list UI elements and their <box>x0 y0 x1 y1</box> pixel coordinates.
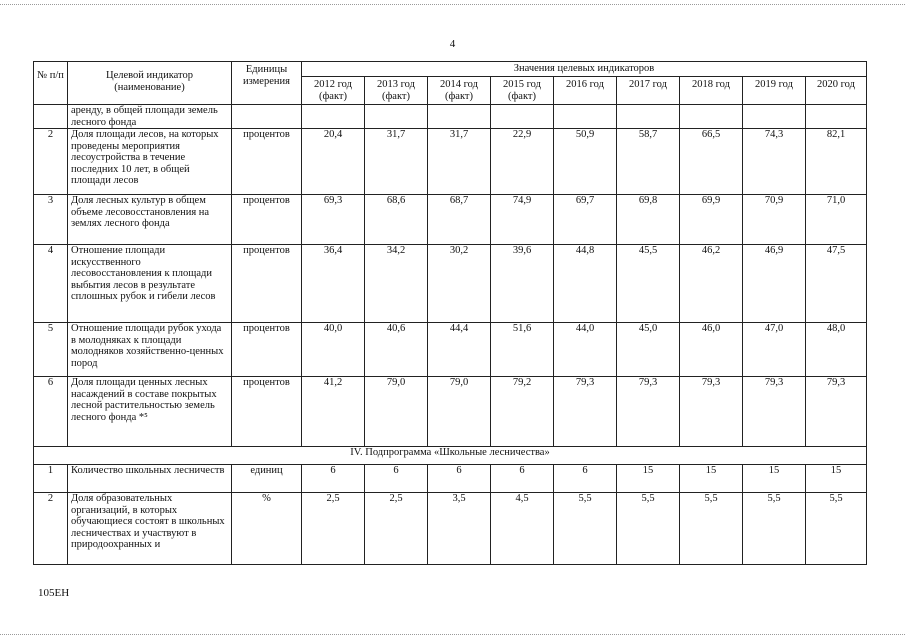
row-number: 2 <box>34 129 68 195</box>
indicator-name: Доля лесных культур в общем объеме лесовосстановления на землях лесного фонда <box>68 195 232 245</box>
value-cell: 66,5 <box>680 129 743 195</box>
value-cell: 4,5 <box>491 493 554 565</box>
value-cell: 22,9 <box>491 129 554 195</box>
unit-cell: процентов <box>232 195 302 245</box>
value-cell: 46,9 <box>743 245 806 323</box>
value-cell: 69,9 <box>680 195 743 245</box>
section-title: IV. Подпрограмма «Школьные лесничества» <box>34 447 867 465</box>
value-cell: 40,0 <box>302 323 365 377</box>
header-num: № п/п <box>34 62 68 105</box>
value-cell: 68,6 <box>365 195 428 245</box>
header-year: 2016 год <box>554 77 617 105</box>
header-values: Значения целевых индикаторов <box>302 62 867 77</box>
value-cell: 20,4 <box>302 129 365 195</box>
value-cell: 6 <box>365 465 428 493</box>
value-cell: 6 <box>554 465 617 493</box>
value-cell: 79,3 <box>680 377 743 447</box>
row-number: 5 <box>34 323 68 377</box>
value-cell: 79,3 <box>617 377 680 447</box>
value-cell: 70,9 <box>743 195 806 245</box>
value-cell: 47,0 <box>743 323 806 377</box>
scan-edge-bottom <box>0 634 905 635</box>
value-cell: 5,5 <box>743 493 806 565</box>
value-cell: 79,3 <box>806 377 867 447</box>
value-cell: 79,2 <box>491 377 554 447</box>
value-cell: 31,7 <box>428 129 491 195</box>
value-cell: 69,7 <box>554 195 617 245</box>
table-row <box>34 323 867 377</box>
value-cell: 44,4 <box>428 323 491 377</box>
value-cell: 79,0 <box>428 377 491 447</box>
indicator-name: Доля площади лесов, на которых проведены мероприятия лесоустройства в течение последних 10 лет, в общей площади лесов <box>68 129 232 195</box>
value-cell: 6 <box>428 465 491 493</box>
value-cell: 58,7 <box>617 129 680 195</box>
value-cell: 15 <box>806 465 867 493</box>
value-cell: 71,0 <box>806 195 867 245</box>
row-number: 6 <box>34 377 68 447</box>
value-cell: 30,2 <box>428 245 491 323</box>
table-row <box>34 195 867 245</box>
row-number: 1 <box>34 465 68 493</box>
indicators-table <box>33 61 867 565</box>
value-cell: 41,2 <box>302 377 365 447</box>
value-cell: 46,2 <box>680 245 743 323</box>
value-cell: 45,0 <box>617 323 680 377</box>
value-cell: 79,0 <box>365 377 428 447</box>
unit-cell: единиц <box>232 465 302 493</box>
value-cell: 5,5 <box>680 493 743 565</box>
section-row <box>34 447 867 465</box>
header-unit: Единицы измерения <box>232 62 302 105</box>
continuation-num <box>34 105 68 129</box>
value-cell: 34,2 <box>365 245 428 323</box>
header-year: 2015 год (факт) <box>491 77 554 105</box>
value-cell: 15 <box>743 465 806 493</box>
header-year: 2019 год <box>743 77 806 105</box>
continuation-text: аренду, в общей площади земель лесного фонда <box>68 105 232 129</box>
unit-cell: процентов <box>232 245 302 323</box>
value-cell: 40,6 <box>365 323 428 377</box>
value-cell: 15 <box>680 465 743 493</box>
header-year: 2018 год <box>680 77 743 105</box>
value-cell: 74,9 <box>491 195 554 245</box>
value-cell: 69,3 <box>302 195 365 245</box>
value-cell: 51,6 <box>491 323 554 377</box>
value-cell: 31,7 <box>365 129 428 195</box>
value-cell: 79,3 <box>554 377 617 447</box>
header-year: 2020 год <box>806 77 867 105</box>
value-cell: 5,5 <box>554 493 617 565</box>
value-cell: 2,5 <box>365 493 428 565</box>
value-cell: 44,0 <box>554 323 617 377</box>
header-year: 2017 год <box>617 77 680 105</box>
scan-edge-top <box>0 4 905 5</box>
value-cell: 44,8 <box>554 245 617 323</box>
table-row <box>34 129 867 195</box>
header-year: 2014 год (факт) <box>428 77 491 105</box>
value-cell: 69,8 <box>617 195 680 245</box>
value-cell: 3,5 <box>428 493 491 565</box>
value-cell: 46,0 <box>680 323 743 377</box>
row-number: 4 <box>34 245 68 323</box>
value-cell: 79,3 <box>743 377 806 447</box>
value-cell: 5,5 <box>806 493 867 565</box>
page-number: 4 <box>449 38 456 50</box>
unit-cell: % <box>232 493 302 565</box>
row-number: 3 <box>34 195 68 245</box>
indicator-name: Доля площади ценных лесных насаждений в составе покрытых лесной растительностью земель лесного фонда *⁵ <box>68 377 232 447</box>
value-cell: 48,0 <box>806 323 867 377</box>
value-cell: 82,1 <box>806 129 867 195</box>
value-cell: 15 <box>617 465 680 493</box>
value-cell: 6 <box>491 465 554 493</box>
indicator-name: Отношение площади рубок ухода в молодняках к площади молодняков хозяйственно-ценных пород <box>68 323 232 377</box>
value-cell: 39,6 <box>491 245 554 323</box>
value-cell: 6 <box>302 465 365 493</box>
table-row <box>34 493 867 565</box>
value-cell: 2,5 <box>302 493 365 565</box>
table-row <box>34 245 867 323</box>
table-row <box>34 377 867 447</box>
unit-cell: процентов <box>232 377 302 447</box>
row-number: 2 <box>34 493 68 565</box>
header-year: 2012 год (факт) <box>302 77 365 105</box>
value-cell: 36,4 <box>302 245 365 323</box>
value-cell: 50,9 <box>554 129 617 195</box>
unit-cell: процентов <box>232 323 302 377</box>
table-row <box>34 465 867 493</box>
footer-code: 105ЕН <box>38 587 70 599</box>
value-cell: 45,5 <box>617 245 680 323</box>
value-cell: 5,5 <box>617 493 680 565</box>
indicator-name: Количество школьных лесничеств <box>68 465 232 493</box>
unit-cell: процентов <box>232 129 302 195</box>
header-indicator: Целевой индикатор (наименование) <box>68 62 232 105</box>
value-cell: 47,5 <box>806 245 867 323</box>
value-cell: 74,3 <box>743 129 806 195</box>
value-cell: 68,7 <box>428 195 491 245</box>
header-year: 2013 год (факт) <box>365 77 428 105</box>
indicator-name: Доля образовательных организаций, в которых обучающиеся состоят в школьных лесничествах и участвуют в природоохранных и <box>68 493 232 565</box>
indicator-name: Отношение площади искусственного лесовосстановления к площади выбытия лесов в результате сплошных рубок и гибели лесов <box>68 245 232 323</box>
